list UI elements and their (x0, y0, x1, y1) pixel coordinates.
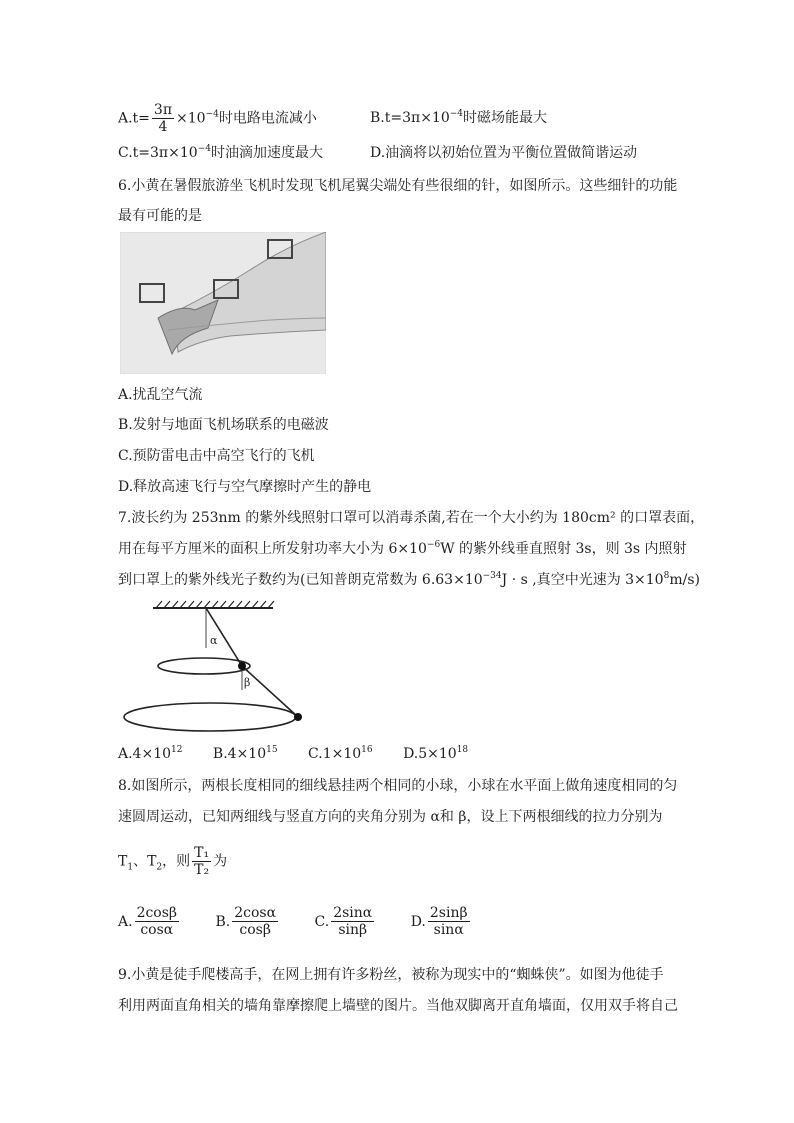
q6-stem-line-2: 最有可能的是 (118, 208, 202, 224)
q8-option-b: B. $\frac{2\cos\alpha}{\cos\beta}$ (215, 905, 277, 938)
q5-option-c: $C.t=3\pi\times 10^{-4}$时油滴加速度最大 (118, 144, 323, 161)
q7-stem-line-2: 用在每平方厘米的面积上所发射功率大小为 $6\times 10^{-6}W$ 的紫外线垂直照射 3s，则 3s 内照射 (118, 540, 687, 557)
q8-option-c: C. $\frac{2\sin\alpha}{\sin\beta}$ (314, 905, 373, 938)
q5-option-a: A.t= $\frac{3\pi}{4}$ $\times 10^{-4}$时电路电流减小 (118, 102, 317, 135)
q5-option-d: D.油滴将以初始位置为平衡位置做简谐运动 (370, 145, 638, 161)
q9-stem-line-2: 利用两面直角相关的墙角靠摩擦爬上墙壁的图片。当他双脚离开直角墙面，仅用双手将自己 (118, 998, 678, 1014)
q7-option-a: $A.4\times 10^{12}$ (118, 745, 183, 762)
conical-pendulum-figure (118, 598, 318, 742)
q7-options (118, 743, 468, 765)
q6-figure-tail-needles (120, 232, 326, 378)
q5-option-b: $B.t=3\pi\times 10^{-4}$时磁场能最大 (370, 109, 548, 126)
pendulum-diagram (118, 598, 318, 738)
q8-ratio-fraction: $\frac{\text{T₁}}{\text{T₂}}$ (194, 845, 210, 878)
q6-option-d: D.释放高速飞行与空气摩擦时产生的静电 (118, 479, 372, 495)
q9-stem-line-1: 9.小黄是徒手爬楼高手，在网上拥有许多粉丝，被称为现实中的“蜘蛛侠”。如图为他徒手 (118, 967, 664, 983)
ceiling-hatch (156, 601, 274, 608)
q5-a-fraction: $\frac{3\pi}{4}$ (153, 102, 173, 135)
q7-option-c: $C.1\times 10^{16}$ (308, 745, 373, 762)
q8-option-d: D. $\frac{2\sin\beta}{\sin\alpha}$ (410, 905, 468, 938)
q8-options (118, 905, 472, 938)
q8-stem-line-1: 8.如图所示，两根长度相同的细线悬挂两个相同的小球，小球在水平面上做角速度相同的匀 (118, 778, 678, 794)
q8-stem-line-2: 速圆周运动，已知两细线与竖直方向的夹角分别为 α和 β，设上下两根细线的拉力分别为 (118, 809, 663, 825)
q7-option-b: $B.4\times 10^{15}$ (212, 745, 278, 762)
q6-stem-line-1: 6.小黄在暑假旅游坐飞机时发现飞机尾翼尖端处有些很细的针，如图所示。这些细针的功能 (118, 178, 678, 194)
beta-label: β (244, 676, 251, 689)
q7-stem-line-3: 到口罩上的紫外线光子数约为(已知普朗克常数为 $6.63\times 10^{-34}J \cdot s$ ,真空中光速为 $3\times 10^8m/s$) (118, 571, 700, 588)
q8-stem-line-3: $T_1$、$T_2$，则 $\frac{\text{T₁}}{\text{T₂}}$ 为 (118, 845, 228, 878)
q8-option-a: A. $\frac{2\cos\beta}{\cos\alpha}$ (118, 905, 178, 938)
q6-option-b: B.发射与地面飞机场联系的电磁波 (118, 417, 329, 433)
q6-option-a: A.扰乱空气流 (118, 387, 203, 403)
q7-stem-line-1: 7.波长约为 253nm 的紫外线照射口罩可以消毒杀菌,若在一个大小约为 180cm² 的口罩表面， (118, 510, 705, 526)
q6-option-c: C.预防雷电击中高空飞行的飞机 (118, 448, 315, 464)
alpha-label: α (210, 634, 218, 647)
upper-ball (238, 662, 246, 670)
tail-photo (120, 232, 326, 374)
q7-option-d: $D.5\times 10^{18}$ (403, 745, 469, 762)
lower-ball (294, 713, 302, 721)
